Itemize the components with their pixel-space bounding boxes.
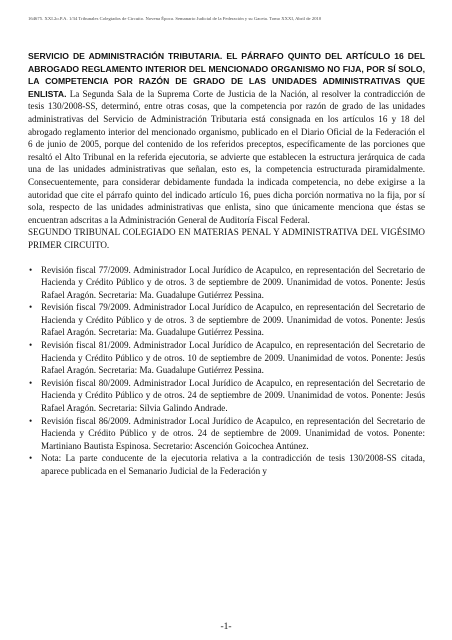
list-item-text: Revisión fiscal 79/2009. Administrador Local Jurídico de Acapulco, en representación del Secretario de Hacienda y Crédito Público y de otros. 3 de septiembre de 2009. Unanimidad de votos. Ponente: Jesús Rafael Aragón. Secretaria: Ma. Guadalupe Gutiérrez Pessina. bbox=[41, 302, 425, 338]
list-item-text: Nota: La parte conducente de la ejecutoria relativa a la contradicción de tesis 130/2008-SS citada, aparece publicada en el Semanario Judicial de la Federación y bbox=[41, 453, 425, 476]
bullet-icon: • bbox=[29, 340, 33, 351]
bullet-icon: • bbox=[29, 302, 33, 313]
list-item bbox=[28, 339, 425, 377]
list-item bbox=[28, 452, 425, 477]
bullet-icon: • bbox=[29, 377, 33, 388]
list-item-text: Revisión fiscal 81/2009. Administrador Local Jurídico de Acapulco, en representación del Secretario de Hacienda y Crédito Público y de otros. 10 de septiembre de 2009. Unanimidad de votos. Ponente: Jesús Rafael Aragón. Secretaria: Ma. Guadalupe Gutiérrez Pessina. bbox=[41, 340, 425, 376]
list-item bbox=[28, 415, 425, 453]
thesis-paragraph bbox=[28, 50, 425, 226]
page-number: -1- bbox=[220, 622, 232, 632]
list-item bbox=[28, 301, 425, 339]
list-item-text: Revisión fiscal 80/2009. Administrador Local Jurídico de Acapulco, en representación del Secretario de Hacienda y Crédito Público y de otros. 24 de septiembre de 2009. Unanimidad de votos. Ponente: Jesús Rafael Aragón. Secretaria: Silvia Galindo Andrade. bbox=[41, 377, 425, 414]
thesis-heading: SERVICIO DE ADMINISTRACIÓN TRIBUTARIA. EL PÁRRAFO QUINTO DEL ARTÍCULO 16 DEL ABROGADO REGLAMENTO INTERIOR DEL MENCIONADO ORGANISMO NO FIJA, POR SÍ SOLO, LA COMPETENCIA POR RAZÓN DE GRADO DE LAS UNIDADES ADMINISTRATIVAS QUE ENLISTA. bbox=[28, 51, 425, 99]
list-item bbox=[28, 377, 425, 415]
precedent-list bbox=[28, 264, 425, 478]
court-name: SEGUNDO TRIBUNAL COLEGIADO EN MATERIAS PENAL Y ADMINISTRATIVA DEL VIGÉSIMO PRIMER CIRCUITO. bbox=[28, 227, 425, 250]
bullet-icon: • bbox=[29, 264, 33, 275]
list-item bbox=[28, 264, 425, 302]
thesis-body: La Segunda Sala de la Suprema Corte de Justicia de la Nación, al resolver la contradicción de tesis 130/2008-SS, determinó, entre otras cosas, que la competencia por razón de grado de las unidades administrativas del Servicio de Administración Tributaria está consignada en los artículos 16 y 18 del abrogado reglamento interior del mencionado organismo, publicado en el Diario Oficial de la Federación el 6 de junio de 2005, porque del contenido de los referidos preceptos, específicamente de las porciones que resaltó el Alto Tribunal en la referida ejecutoria, se advierte que establecen la estructura jerárquica de cada una de las unidades administrativas que señalan, esto es, la competencia estructurada piramidalmente. Consecuentemente, para considerar debidamente fundada la indicada competencia, no debe exigirse a la autoridad que cite el párrafo quinto del indicado artículo 16, pues dicha porción normativa no la fija, por sí sola, respecto de las unidades administrativas que enlista, sino que únicamente menciona que éstas se encuentran adscritas a la Administración General de Auditoría Fiscal Federal. bbox=[28, 88, 425, 225]
list-item-text: Revisión fiscal 86/2009. Administrador Local Jurídico de Acapulco, en representación del Secretario de Hacienda y Crédito Público y de otros. 24 de septiembre de 2009. Unanimidad de votos. Ponente: Martiniano Bautista Espinosa. Secretario: Ascención Goicochea Antúnez. bbox=[41, 415, 425, 451]
bullet-icon: • bbox=[29, 415, 33, 426]
list-item-text: Revisión fiscal 77/2009. Administrador Local Jurídico de Acapulco, en representación del Secretario de Hacienda y Crédito Público y de otros. 3 de septiembre de 2009. Unanimidad de votos. Ponente: Jesús Rafael Aragón. Secretaria: Ma. Guadalupe Gutiérrez Pessina. bbox=[41, 264, 425, 300]
document-body bbox=[28, 50, 425, 478]
bullet-icon: • bbox=[29, 453, 33, 464]
page-header: 164675. XXI.2o.P.A. 1/34 Tribunales Colegiados de Circuito. Novena Época. Semanario Judicial de la Federación y su Gaceta. Tomo XXXI, Abril de 2010 bbox=[28, 16, 322, 21]
